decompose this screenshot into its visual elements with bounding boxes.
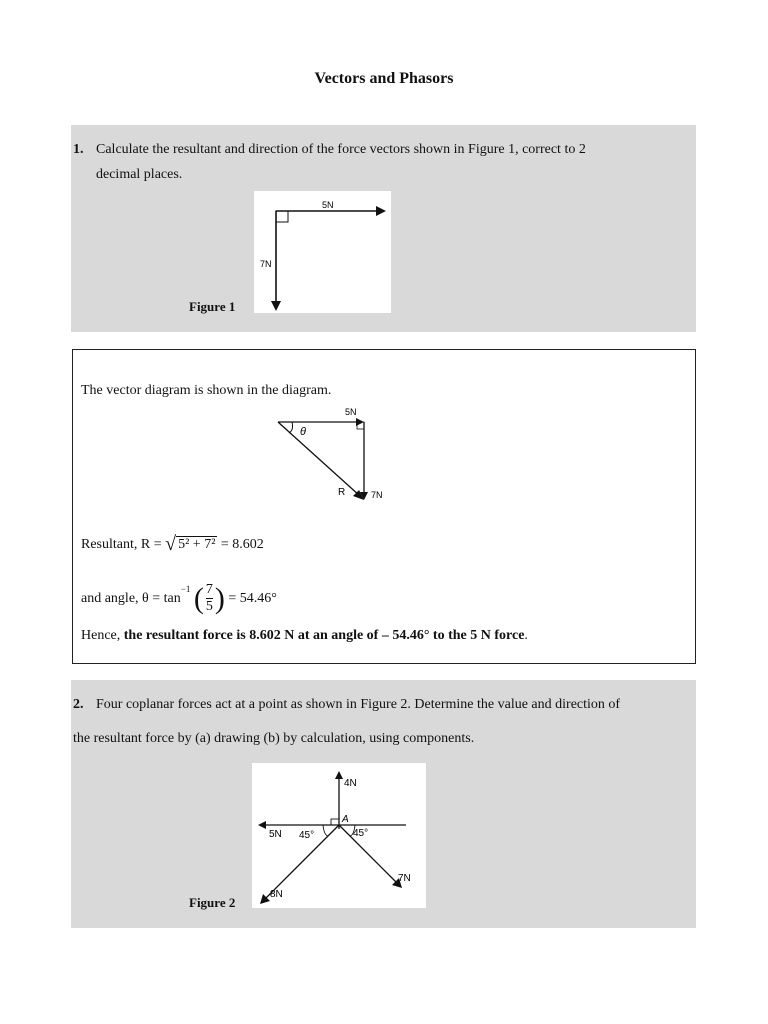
figure-2-label-7n: 7N	[398, 873, 411, 884]
answer-1-intro: The vector diagram is shown in the diagram.	[81, 383, 332, 398]
diagram-label-5n: 5N	[345, 407, 357, 417]
sqrt-icon: √	[165, 533, 177, 555]
arrowhead-left-icon	[258, 821, 266, 829]
question-2-text-line1: Four coplanar forces act at a point as shown in Figure 2. Determine the value and direction of	[96, 697, 621, 712]
question-2-box	[71, 680, 696, 928]
figure-2-label-4n: 4N	[344, 778, 357, 789]
question-1-text-line2: decimal places.	[96, 167, 183, 182]
figure-1	[254, 191, 391, 313]
figure-2-label-45-left: 45°	[299, 830, 315, 841]
right-angle-marker	[276, 211, 288, 222]
question-2-number: 2.	[73, 697, 84, 712]
figure-2-label: Figure 2	[189, 895, 236, 910]
question-2-text-line2: the resultant force by (a) drawing (b) by calculation, using components.	[73, 731, 475, 746]
answer-1-conclusion: Hence, the resultant force is 8.602 N at an angle of – 54.46° to the 5 N force.	[81, 628, 528, 643]
figure-2	[252, 763, 426, 908]
question-1-text-line1: Calculate the resultant and direction of the force vectors shown in Figure 1, correct to 2	[96, 142, 586, 157]
vector-diagram	[260, 402, 390, 506]
right-angle-marker	[331, 819, 339, 825]
answer-1-box	[72, 349, 696, 664]
arrowhead-right-icon	[376, 206, 386, 216]
question-1-box	[71, 125, 696, 332]
diagram-label-r: R	[338, 487, 346, 498]
diagram-label-theta: θ	[300, 426, 306, 438]
figure-1-label: Figure 1	[189, 299, 236, 314]
figure-2-label-5n: 5N	[269, 829, 282, 840]
question-1-number: 1.	[73, 142, 84, 157]
figure-2-label-8n: 8N	[270, 889, 283, 900]
figure-1-label-5n: 5N	[322, 200, 334, 210]
figure-2-label-a: A	[342, 814, 349, 825]
page-title: Vectors and Phasors	[314, 70, 454, 87]
figure-1-label-7n: 7N	[260, 259, 272, 269]
figure-2-label-45-right: 45°	[353, 828, 369, 839]
angle-equation: and angle, $\theta = \tan^{-1}$ ( $\frac{7}{5}$ ) = 54.46°	[81, 581, 277, 615]
arrowhead-up-icon	[335, 771, 343, 779]
arrowhead-down-icon	[271, 301, 281, 311]
resultant-equation: Resultant, R = √ 5² + 7² = 8.602	[81, 533, 264, 555]
diagram-label-7n: 7N	[371, 490, 383, 500]
